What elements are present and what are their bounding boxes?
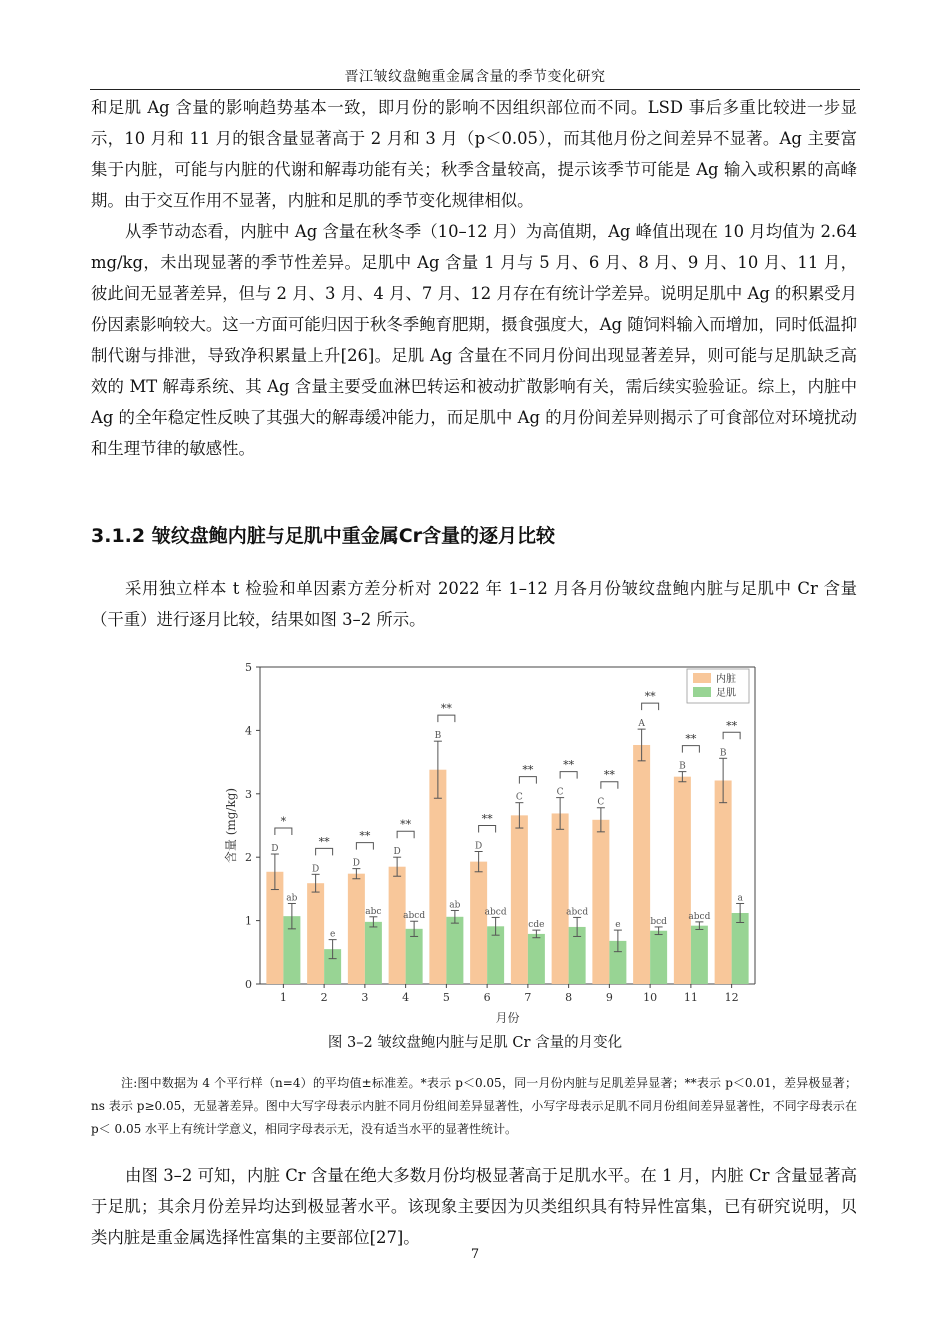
significance-letter: a xyxy=(737,893,743,904)
significance-letter: D xyxy=(271,844,279,855)
significance-mark: ** xyxy=(318,835,330,849)
bar-foot-10 xyxy=(650,931,667,984)
significance-mark: ** xyxy=(726,719,738,733)
significance-bracket xyxy=(642,703,659,710)
y-tick-label: 2 xyxy=(245,851,252,865)
paragraph-ag-seasonal: 从季节动态看，内脏中 Ag 含量在秋冬季（10–12 月）为高值期，Ag 峰值出现在 10 月均值为 2.64 mg/kg，未出现显著的季节性差异。足肌中 Ag 含量 1 月与 5 月、6 月、8 月、9 月、10 月、11 月，彼此间无显著差异，但与 2 月、3 月、4 月、7 月、12 月存在有统计学差异。说明足肌中 Ag 的积累受月份因素影响较大。这一方面可能归因于秋冬季鲍育肥期，摄食强度大，Ag 随饲料输入而增加，同时低温抑制代谢与排泄，导致净积累量上升[26]。足肌 Ag 含量在不同月份间出现显著差异，则可能与足肌缺乏高效的 MT 解毒系统、其 Ag 含量主要受血淋巴转运和被动扩散影响有关，需后续实验验证。综上，内脏中 Ag 的全年稳定性反映了其强大的解毒缓冲能力，而足肌中 Ag 的月份间差异则揭示了可食部位对环境扰动和生理节律的敏感性。 xyxy=(91,222,857,458)
significance-bracket xyxy=(601,782,618,789)
x-tick-label: 7 xyxy=(524,991,532,1004)
bar-foot-11 xyxy=(691,926,708,984)
header-rule xyxy=(90,89,860,90)
significance-bracket xyxy=(519,777,536,784)
legend-label-viscera: 内脏 xyxy=(716,674,736,685)
x-tick-label: 8 xyxy=(565,991,573,1004)
significance-letter: D xyxy=(393,847,401,858)
significance-bracket xyxy=(438,715,455,722)
significance-letter: abcd xyxy=(484,907,507,918)
bar-viscera-2 xyxy=(307,883,324,984)
significance-mark: ** xyxy=(481,812,493,826)
significance-bracket xyxy=(356,843,373,850)
significance-letter: B xyxy=(719,748,727,759)
significance-mark: ** xyxy=(359,829,371,843)
significance-mark: ** xyxy=(522,763,534,777)
significance-mark: ** xyxy=(685,732,697,746)
significance-letter: abcd xyxy=(403,911,426,922)
bar-foot-5 xyxy=(446,917,463,984)
significance-letter: D xyxy=(352,858,360,869)
x-tick-label: 3 xyxy=(361,991,369,1004)
figure-caption: 图 3–2 皱纹盘鲍内脏与足肌 Cr 含量的月变化 xyxy=(327,1035,623,1051)
significance-letter: B xyxy=(679,761,686,772)
paragraph-ag-interaction: 和足肌 Ag 含量的影响趋势基本一致，即月份的影响不因组织部位而不同。LSD 事后多重比较进一步显示，10 月和 11 月的银含量显著高于 2 月和 3 月（p＜0.05），而其他月份之间差异不显著。Ag 主要富集于内脏，可能与内脏的代谢和解毒功能有关；秋季含量较高，提示该季节可能是 Ag 输入或积累的高峰期。由于交互作用不显著，内脏和足肌的季节变化规律相似。 xyxy=(91,98,857,210)
page-number: 7 xyxy=(470,1247,480,1262)
significance-letter: ab xyxy=(286,893,298,904)
x-axis-label: 月份 xyxy=(495,1011,520,1025)
paragraph-method: 采用独立样本 t 检验和单因素方差分析对 2022 年 1–12 月各月份皱纹盘鲍内脏与足肌中 Cr 含量（干重）进行逐月比较，结果如图 3–2 所示。 xyxy=(91,579,857,629)
bar-foot-12 xyxy=(732,913,749,984)
significance-bracket xyxy=(682,746,699,753)
significance-letter: e xyxy=(615,920,621,931)
y-tick-label: 1 xyxy=(245,914,252,928)
bar-foot-4 xyxy=(406,929,423,984)
bar-viscera-7 xyxy=(511,815,528,984)
significance-letter: C xyxy=(515,792,523,803)
bar-foot-7 xyxy=(528,934,545,984)
bar-viscera-12 xyxy=(715,780,732,984)
paragraph-result: 由图 3–2 可知，内脏 Cr 含量在绝大多数月份均极显著高于足肌水平。在 1 月，内脏 Cr 含量显著高于足肌；其余月份差异均达到极显著水平。该现象主要因为贝类组织具有特异性富集，已有研究说明，贝类内脏是重金属选择性富集的主要部位[27]。 xyxy=(91,1166,857,1247)
x-tick-label: 2 xyxy=(320,991,328,1004)
legend-label-foot: 足肌 xyxy=(716,688,736,699)
x-tick-label: 10 xyxy=(643,991,658,1004)
significance-bracket xyxy=(397,831,414,838)
significance-bracket xyxy=(275,828,292,835)
bar-viscera-10 xyxy=(633,745,650,984)
y-tick-label: 0 xyxy=(245,978,252,991)
legend-swatch-viscera xyxy=(693,673,711,683)
significance-letter: e xyxy=(329,929,336,940)
significance-letter: abcd xyxy=(566,907,589,918)
bar-foot-3 xyxy=(365,922,382,984)
x-tick-label: 4 xyxy=(402,991,410,1004)
bar-viscera-11 xyxy=(674,777,691,984)
x-tick-label: 9 xyxy=(605,991,613,1004)
x-tick-label: 11 xyxy=(683,991,698,1004)
y-tick-label: 4 xyxy=(245,724,252,738)
bar-viscera-9 xyxy=(592,820,609,984)
significance-letter: A xyxy=(638,719,645,730)
significance-letter: D xyxy=(475,841,483,852)
significance-letter: ab xyxy=(449,900,461,911)
significance-bracket xyxy=(316,848,333,855)
significance-letter: C xyxy=(597,797,605,808)
significance-mark: ** xyxy=(400,818,412,832)
bar-viscera-5 xyxy=(429,770,446,984)
x-tick-label: 6 xyxy=(483,991,491,1004)
significance-letter: D xyxy=(312,864,320,875)
significance-letter: abcd xyxy=(688,911,711,922)
legend-swatch-foot xyxy=(693,687,711,697)
significance-letter: C xyxy=(556,787,564,798)
significance-mark: ** xyxy=(644,690,656,704)
significance-letter: bcd xyxy=(650,916,667,927)
significance-mark: * xyxy=(280,815,287,829)
figure-note: 注:图中数据为 4 个平行样（n=4）的平均值±标准差。*表示 p＜0.05，同一月份内脏与足肌差异显著；**表示 p＜0.01，差异极显著；ns 表示 p≥0.05，无显著差异。图中大写字母表示内脏不同月份组间差异显著性，小写字母表示足肌不同月份组间差异显著性，不同字母表示在 p＜ 0.05 水平上有统计学意义，相同字母表示无，没有适当水平的显著性统计。 xyxy=(91,1076,857,1136)
significance-mark: ** xyxy=(563,758,575,772)
section-heading-3-1-2: 3.1.2 皱纹盘鲍内脏与足肌中重金属Cr含量的逐月比较 xyxy=(91,525,556,547)
y-tick-label: 3 xyxy=(245,787,252,801)
significance-bracket xyxy=(723,732,740,739)
bar-viscera-3 xyxy=(348,874,365,984)
x-tick-label: 12 xyxy=(724,991,739,1004)
significance-mark: ** xyxy=(603,768,615,782)
y-tick-label: 5 xyxy=(245,661,252,674)
bar-viscera-4 xyxy=(389,867,406,984)
x-tick-label: 5 xyxy=(442,991,450,1004)
cr-monthly-bar-chart xyxy=(210,655,770,1030)
significance-letter: cde xyxy=(528,920,545,931)
bar-viscera-8 xyxy=(552,813,569,984)
significance-bracket xyxy=(560,772,577,779)
y-axis-label: 含量 (mg/kg) xyxy=(224,787,238,864)
significance-letter: abc xyxy=(365,906,382,917)
running-header: 晋江皱纹盘鲍重金属含量的季节变化研究 xyxy=(344,69,606,85)
chart-svg xyxy=(210,655,770,1030)
x-tick-label: 1 xyxy=(279,991,287,1004)
significance-bracket xyxy=(479,825,496,832)
significance-mark: ** xyxy=(440,702,452,716)
bar-viscera-6 xyxy=(470,862,487,984)
significance-letter: B xyxy=(434,731,442,742)
